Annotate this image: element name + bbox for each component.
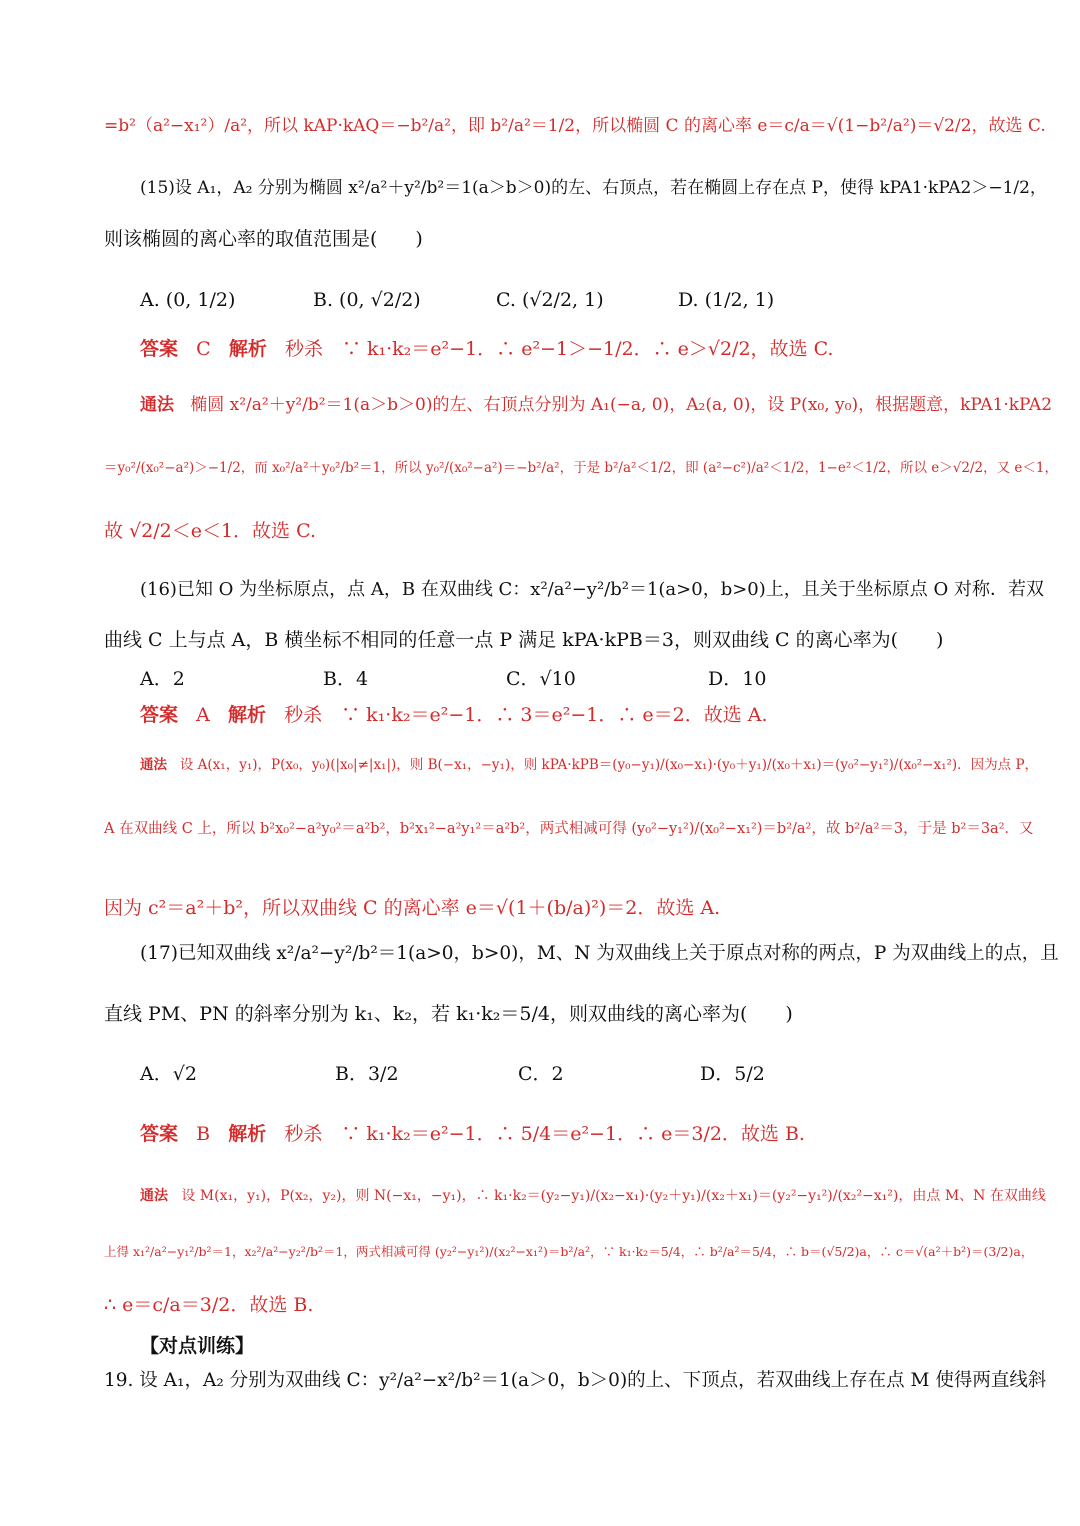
- q15-answer-line: [140, 336, 833, 362]
- answer-label: 答案: [140, 338, 179, 360]
- q15-stem-line2: 则该椭圆的离心率的取值范围是( ): [104, 228, 423, 250]
- answer-label: 答案: [140, 704, 179, 726]
- q16-stem-line1: (16)已知 O 为坐标原点，点 A，B 在双曲线 C：x²/a²−y²/b²＝1(a>0，b>0)上，且关于坐标原点 O 对称．若双: [140, 579, 1044, 600]
- q17-option-c: C．2: [518, 1063, 564, 1085]
- quick-solution: 秒杀 ∵ k₁·k₂＝e²−1．∴ 5/4＝e²−1．∴ e＝3/2．故选 B.: [284, 1123, 805, 1145]
- q17-general-line3: ∴ e＝c/a＝3/2．故选 B.: [104, 1294, 314, 1316]
- analysis-label: 解析: [228, 704, 267, 726]
- q17-answer-line: [140, 1121, 805, 1147]
- q15-option-a: A. (0, 1/2): [140, 289, 236, 311]
- q16-option-d: D．10: [708, 668, 767, 690]
- q17-option-b: B．3/2: [335, 1063, 399, 1085]
- analysis-label: 解析: [228, 338, 267, 360]
- q15-general-line2: ＝y₀²/(x₀²−a²)＞−1/2，而 x₀²/a²＋y₀²/b²＝1，所以 y₀²/(x₀²−a²)＝−b²/a²，于是 b²/a²＜1/2，即 (a²−c²)/a²＜1/2，1−e²＜1/2，所以 e＞√2/2，又 e＜1，: [104, 460, 1058, 476]
- answer-label: 答案: [140, 1123, 179, 1145]
- general-method-text: 设 A(x₁，y₁)，P(x₀，y₀)(|x₀|≠|x₁|)，则 B(−x₁，−y₁)，则 kPA·kPB＝(y₀−y₁)/(x₀−x₁)·(y₀＋y₁)/(x₀＋x₁)＝(y₀²−y₁²)/(x₀²−x₁²)．因为点 P，: [179, 757, 1039, 773]
- q16-general-line2: A 在双曲线 C 上，所以 b²x₀²−a²y₀²＝a²b²，b²x₁²−a²y₁²＝a²b²，两式相减可得 (y₀²−y₁²)/(x₀²−x₁²)＝b²/a²，故 b²/a²＝3，于是 b²＝3a²．又: [104, 821, 1034, 837]
- q17-option-d: D．5/2: [700, 1063, 765, 1085]
- q16-stem-line2: 曲线 C 上与点 A，B 横坐标不相同的任意一点 P 满足 kPA·kPB＝3，则双曲线 C 的离心率为( ): [104, 629, 944, 651]
- quick-solution: 秒杀 ∵ k₁·k₂＝e²−1．∴ 3＝e²−1．∴ e＝2．故选 A.: [284, 704, 768, 726]
- q16-option-c: C．√10: [506, 668, 576, 690]
- answer-value: C: [196, 338, 211, 360]
- q16-general-line1: [140, 752, 1038, 778]
- q19-stem-line1: 19. 设 A₁，A₂ 分别为双曲线 C：y²/a²−x²/b²＝1(a＞0，b＞0)的上、下顶点，若双曲线上存在点 M 使得两直线斜: [104, 1370, 1047, 1391]
- q15-option-b: B. (0, √2/2): [313, 289, 421, 311]
- q17-general-line1: [140, 1183, 1046, 1209]
- section-title: 【对点训练】: [140, 1335, 255, 1357]
- general-method-label: 通法: [140, 757, 167, 773]
- general-method-text: 设 M(x₁，y₁)，P(x₂，y₂)，则 N(−x₁，−y₁)，∴ k₁·k₂＝(y₂−y₁)/(x₂−x₁)·(y₂＋y₁)/(x₂＋x₁)＝(y₂²−y₁²)/(x₂²−x₁²)，由点 M、N 在双曲线: [181, 1188, 1046, 1204]
- q16-option-a: A．2: [140, 668, 185, 690]
- q15-general-line1: [140, 392, 1052, 418]
- q17-stem-line2: 直线 PM、PN 的斜率分别为 k₁、k₂，若 k₁·k₂＝5/4，则双曲线的离心率为( ): [104, 1003, 793, 1025]
- analysis-label: 解析: [228, 1123, 267, 1145]
- answer-value: B: [196, 1123, 211, 1145]
- q17-option-a: A．√2: [140, 1063, 197, 1085]
- general-method-label: 通法: [140, 395, 174, 415]
- q15-general-line3: 故 √2/2＜e＜1．故选 C.: [104, 520, 316, 542]
- general-method-text: 椭圆 x²/a²＋y²/b²＝1(a＞b＞0)的左、右顶点分别为 A₁(−a, 0)，A₂(a, 0)，设 P(x₀, y₀)，根据题意，kPA1·kPA2: [190, 395, 1053, 415]
- q15-option-d: D. (1/2, 1): [678, 289, 775, 311]
- q16-answer-line: [140, 702, 768, 728]
- q16-general-line3: 因为 c²＝a²＋b²，所以双曲线 C 的离心率 e＝√(1＋(b/a)²)＝2．故选 A.: [104, 897, 721, 919]
- q16-option-b: B．4: [323, 668, 369, 690]
- q17-general-line2: 上得 x₁²/a²−y₁²/b²＝1，x₂²/a²−y₂²/b²＝1，两式相减可得 (y₂²−y₁²)/(x₂²−x₁²)＝b²/a²，∵ k₁·k₂＝5/4，∴ b²/a²＝5/4，∴ b＝(√5/2)a，∴ c＝√(a²＋b²)＝(3/2)a，: [104, 1244, 1034, 1259]
- prev-solution-tail: =b²（a²−x₁²）/a²，所以 kAP·kAQ＝−b²/a²，即 b²/a²＝1/2，所以椭圆 C 的离心率 e＝c/a＝√(1−b²/a²)＝√2/2，故选 C.: [104, 116, 1046, 136]
- quick-solution: 秒杀 ∵ k₁·k₂＝e²−1．∴ e²−1＞−1/2．∴ e＞√2/2，故选 C.: [284, 338, 834, 360]
- answer-value: A: [196, 704, 210, 726]
- q15-stem-line1: (15)设 A₁，A₂ 分别为椭圆 x²/a²＋y²/b²＝1(a＞b＞0)的左、右顶点，若在椭圆上存在点 P，使得 kPA1·kPA2＞−1/2，: [140, 178, 1047, 198]
- q15-option-c: C. (√2/2, 1): [496, 289, 604, 311]
- general-method-label: 通法: [140, 1188, 168, 1204]
- q17-stem-line1: (17)已知双曲线 x²/a²−y²/b²＝1(a>0，b>0)，M、N 为双曲线上关于原点对称的两点，P 为双曲线上的点，且: [140, 943, 1059, 964]
